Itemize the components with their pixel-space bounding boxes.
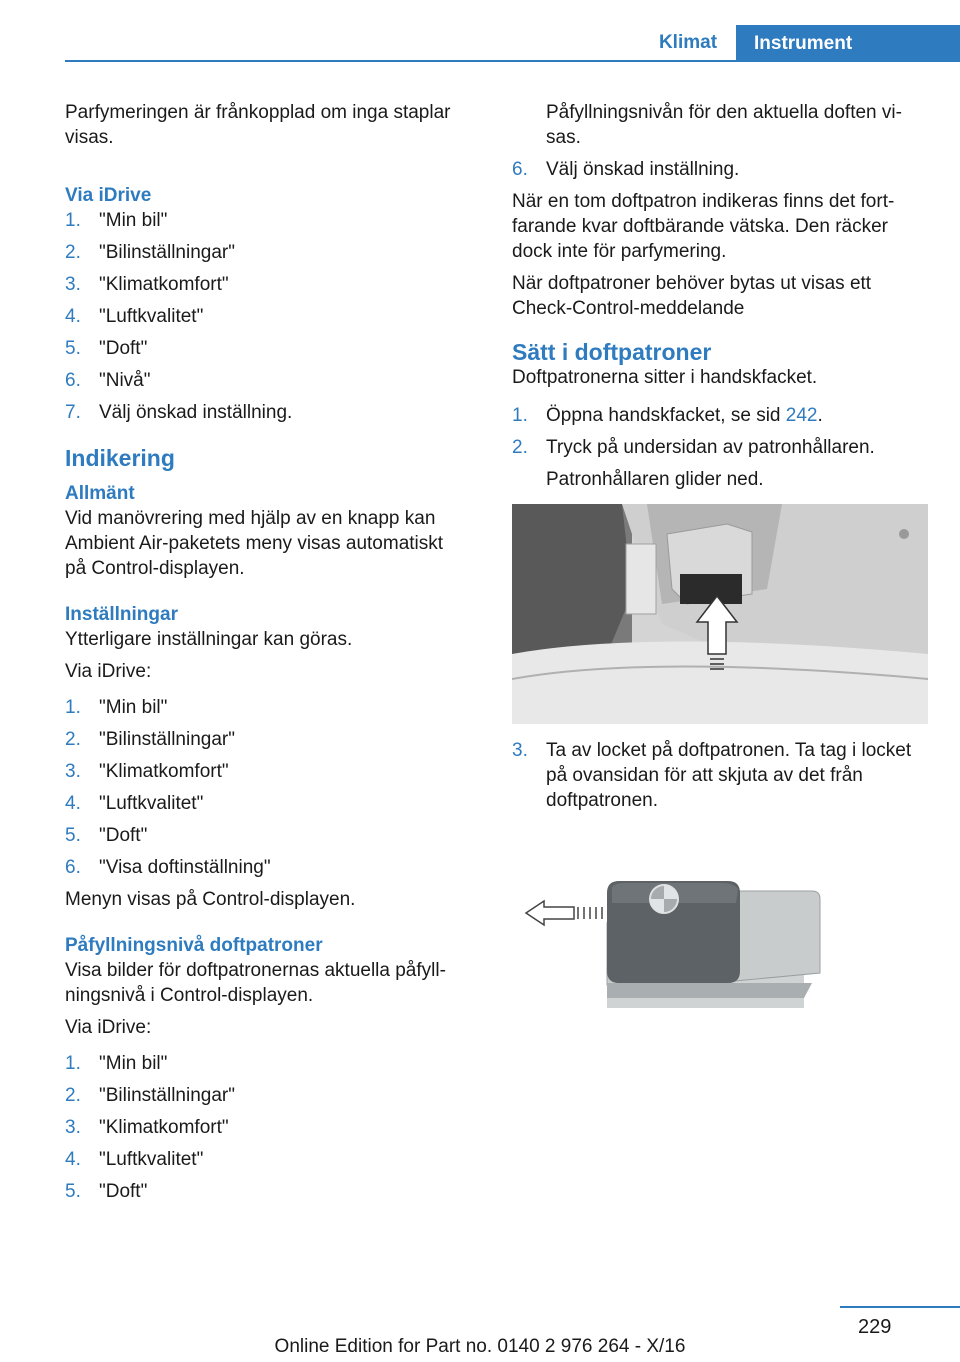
allmant-paragraph: Vid manövrering med hjälp av en knapp kan Ambient Air-paketets meny visas automatiskt på Control-displayen.	[65, 508, 444, 579]
list-text: "Min bil"	[99, 1053, 168, 1074]
menu-paragraph: Menyn visas på Control-displayen.	[65, 889, 356, 910]
list-text: "Luftkvalitet"	[99, 793, 204, 814]
allmant-heading: Allmänt	[65, 483, 135, 504]
list-text: "Min bil"	[99, 697, 168, 718]
via-idrive-label-1: Via iDrive:	[65, 661, 152, 682]
list-number: 3.	[512, 740, 528, 761]
list-item	[65, 208, 465, 233]
list-text: "Luftkvalitet"	[99, 1149, 204, 1170]
installningar-paragraph: Ytterligare inställningar kan göras.	[65, 629, 353, 650]
intro-paragraph: Parfymeringen är frånkopplad om inga staplar visas.	[65, 102, 451, 148]
list-number: 5.	[65, 825, 81, 846]
install-steps-list-cont	[512, 738, 928, 813]
list-text: .	[817, 405, 823, 426]
installningar-heading: Inställningar	[65, 604, 178, 625]
list-number: 2.	[65, 1085, 81, 1106]
list-item	[65, 1147, 465, 1172]
list-text: "Klimatkomfort"	[99, 274, 229, 295]
list-text: "Luftkvalitet"	[99, 306, 204, 327]
list-number: 1.	[65, 1053, 81, 1074]
glovebox-illustration	[512, 504, 928, 724]
list-text: "Visa doftinställning"	[99, 857, 271, 878]
idrive-steps-list-1	[65, 208, 465, 425]
pafyllningsniva-paragraph: Visa bilder för doftpatronernas aktuella påfyllningsnivå i Control-displayen.	[65, 960, 446, 1006]
footer-rule	[840, 1306, 960, 1308]
list-text: "Nivå"	[99, 370, 151, 391]
list-item	[65, 759, 465, 784]
list-item	[512, 403, 928, 428]
list-number: 3.	[65, 1117, 81, 1138]
list-number: 3.	[65, 761, 81, 782]
install-steps-list	[512, 403, 928, 460]
list-item	[65, 855, 465, 880]
list-item	[512, 738, 928, 813]
list-number: 4.	[65, 793, 81, 814]
empty-cartridge-paragraph: När en tom doftpatron indikeras finns det fortfarande kvar doftbärande vätska. Den räcker dock inte för parfymering.	[512, 191, 895, 262]
list-item	[65, 272, 465, 297]
continued-list	[512, 157, 928, 182]
satt-i-doftpatroner-heading: Sätt i doftpatroner	[512, 339, 712, 365]
list-item	[65, 304, 465, 329]
list-number: 1.	[512, 405, 528, 426]
list-item	[65, 695, 465, 720]
list-number: 3.	[65, 274, 81, 295]
list-number: 1.	[65, 697, 81, 718]
page-link[interactable]: 242	[785, 405, 818, 426]
list-item	[512, 435, 928, 460]
list-text: Välj önskad inställning.	[99, 402, 293, 423]
tab-instrument[interactable]: Instrument	[736, 25, 960, 62]
edition-footer: Online Edition for Part no. 0140 2 976 264 - X/16	[274, 1336, 686, 1357]
list-number: 5.	[65, 338, 81, 359]
list-text: Ta av locket på doftpatronen. Ta tag i locket på ovansidan för att skjuta av det från doftpatronen.	[546, 740, 912, 811]
list-item	[65, 1083, 465, 1108]
indikering-heading: Indikering	[65, 445, 175, 471]
list-text: "Bilinställningar"	[99, 729, 235, 750]
continued-text: Påfyllningsnivån för den aktuella doften visas.	[546, 102, 902, 148]
list-text: Tryck på undersidan av patronhållaren.	[546, 437, 875, 458]
list-item	[65, 1115, 465, 1140]
idrive-steps-list-2	[65, 695, 465, 880]
list-number: 4.	[65, 306, 81, 327]
list-text: "Bilinställningar"	[99, 242, 235, 263]
list-number: 5.	[65, 1181, 81, 1202]
list-item	[65, 1051, 465, 1076]
idrive-steps-list-3	[65, 1051, 465, 1204]
cartridge-illustration	[512, 843, 928, 1013]
pafyllningsniva-heading: Påfyllningsnivå doftpatroner	[65, 935, 323, 956]
list-text: Öppna handskfacket, se sid	[546, 405, 786, 426]
list-text: "Doft"	[99, 825, 148, 846]
list-number: 6.	[65, 857, 81, 878]
list-item	[65, 400, 465, 425]
list-number: 1.	[65, 210, 81, 231]
list-item	[65, 368, 465, 393]
list-number: 2.	[65, 729, 81, 750]
list-item	[65, 823, 465, 848]
list-text: "Doft"	[99, 1181, 148, 1202]
satt-paragraph: Doftpatronerna sitter i handskfacket.	[512, 367, 818, 388]
list-text: "Doft"	[99, 338, 148, 359]
list-item	[65, 791, 465, 816]
via-idrive-heading: Via iDrive	[65, 185, 152, 206]
list-number: 6.	[65, 370, 81, 391]
list-item	[512, 157, 928, 182]
right-column	[512, 100, 928, 1013]
list-number: 2.	[65, 242, 81, 263]
list-item	[65, 1179, 465, 1204]
via-idrive-label-2: Via iDrive:	[65, 1017, 152, 1038]
list-number: 4.	[65, 1149, 81, 1170]
page-number: 229	[858, 1316, 892, 1338]
list-text: "Min bil"	[99, 210, 168, 231]
list-number: 7.	[65, 402, 81, 423]
list-text: "Klimatkomfort"	[99, 761, 229, 782]
check-control-paragraph: När doftpatroner behöver bytas ut visas ett Check-Control-meddelande	[512, 273, 872, 319]
list-number: 2.	[512, 437, 528, 458]
list-item	[65, 336, 465, 361]
tab-klimat[interactable]: Klimat	[658, 32, 718, 53]
list-item	[65, 240, 465, 265]
header-rule	[65, 60, 960, 62]
list-number: 6.	[512, 159, 528, 180]
list-text: "Klimatkomfort"	[99, 1117, 229, 1138]
list-text: Välj önskad inställning.	[546, 159, 740, 180]
list-item	[65, 727, 465, 752]
step2-subtext: Patronhållaren glider ned.	[546, 469, 764, 490]
list-text: "Bilinställningar"	[99, 1085, 235, 1106]
left-column	[65, 100, 465, 1211]
